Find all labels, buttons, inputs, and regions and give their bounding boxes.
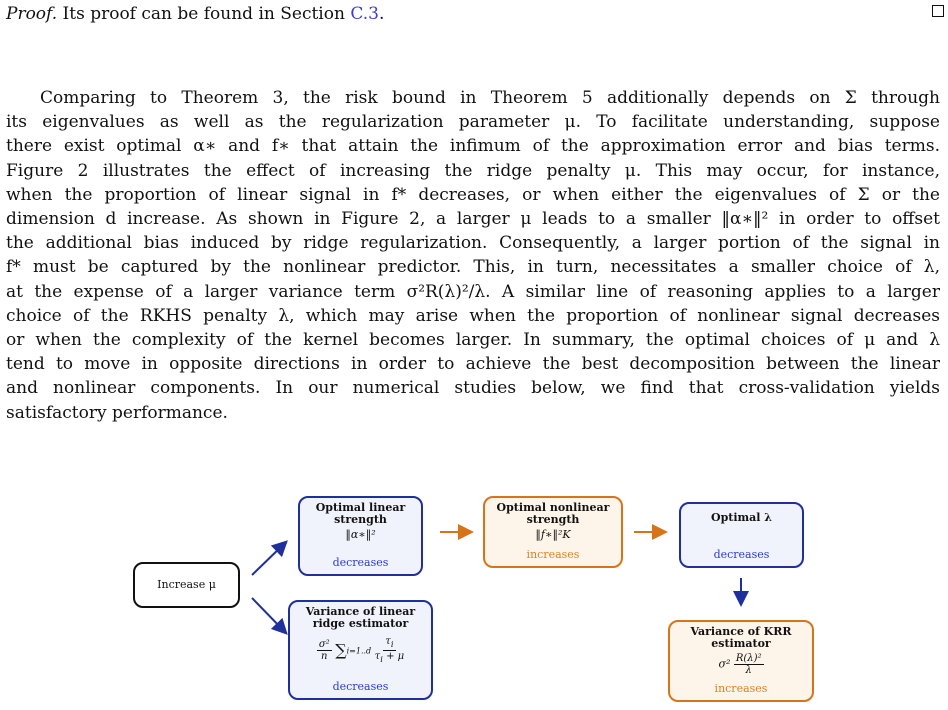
body-paragraph bbox=[6, 86, 940, 425]
variance-krr-node bbox=[668, 620, 814, 702]
paragraph-line: Figure 2 illustrates the effect of increasing the ridge penalty μ. This may occur, for instance, bbox=[6, 160, 940, 181]
paragraph-line: the additional bias induced by ridge regularization. Consequently, a larger portion of the signal in bbox=[6, 233, 940, 254]
linear-strength-expr: ‖α∗‖² bbox=[345, 528, 376, 541]
paragraph-line: satisfactory performance. bbox=[6, 402, 228, 423]
variance-krr-title-2: estimator bbox=[711, 637, 771, 650]
increase-mu-label: Increase μ bbox=[157, 578, 216, 591]
paragraph-line: choice of the RKHS penalty λ, which may arise when the proportion of nonlinear signal decreases bbox=[6, 305, 940, 326]
variance-krr-status: increases bbox=[714, 682, 768, 695]
paragraph-line: at the expense of a larger variance term σ²R(λ)²/λ. A similar line of reasoning applies to a larger bbox=[6, 281, 940, 302]
proof-text: Its proof can be found in Section bbox=[57, 4, 351, 24]
variance-krr-formula: σ² $\frac{\text{R(λ)²}}{\lambda}$ bbox=[718, 653, 762, 676]
linear-strength-title-1: Optimal linear bbox=[315, 501, 406, 514]
nonlinear-strength-node bbox=[483, 496, 623, 568]
proof-line bbox=[6, 2, 942, 26]
paragraph-line: Comparing to Theorem 3, the risk bound in Theorem 5 additionally depends on Σ through bbox=[40, 88, 940, 108]
paragraph-line: its eigenvalues as well as the regularization parameter μ. To facilitate understanding, suppose bbox=[6, 112, 940, 133]
paragraph-line: or when the complexity of the kernel becomes larger. In summary, the optimal choices of μ and λ bbox=[6, 330, 940, 351]
nonlinear-strength-title-2: strength bbox=[526, 513, 580, 526]
variance-linear-node bbox=[288, 600, 433, 700]
optimal-lambda-node bbox=[679, 502, 804, 568]
proof-label: Proof. bbox=[6, 4, 58, 24]
paragraph-line: tend to move in opposite directions in order to achieve the best decomposition between the linear bbox=[6, 354, 940, 375]
linear-strength-node bbox=[298, 496, 423, 576]
nonlinear-strength-status: increases bbox=[526, 548, 580, 561]
linear-strength-title-2: strength bbox=[334, 513, 387, 526]
variance-linear-title-2: ridge estimator bbox=[312, 617, 409, 630]
nonlinear-strength-expr: ‖f∗‖²K bbox=[535, 528, 571, 541]
arrow-up-blue bbox=[252, 543, 285, 575]
section-link[interactable]: C.3 bbox=[350, 4, 379, 24]
paragraph-line: dimension d increase. As shown in Figure 2, a larger μ leads to a smaller ‖α∗‖² in order to offset bbox=[6, 209, 940, 230]
paragraph-line: when the proportion of linear signal in f* decreases, or when either the eigenvalues of Σ or the bbox=[6, 184, 940, 205]
variance-linear-status: decreases bbox=[332, 680, 389, 693]
increase-mu-node bbox=[133, 562, 240, 608]
paragraph-line: and nonlinear components. In our numerical studies below, we find that cross-validation yields bbox=[6, 378, 940, 399]
variance-krr-title-1: Variance of KRR bbox=[690, 625, 792, 638]
optimal-lambda-status: decreases bbox=[713, 548, 770, 561]
paragraph-line: f* must be captured by the nonlinear predictor. This, in turn, necessitates a smaller choice of λ, bbox=[6, 257, 940, 278]
variance-linear-title-1: Variance of linear bbox=[305, 605, 416, 618]
arrow-down-blue bbox=[252, 598, 285, 632]
qed-symbol bbox=[932, 5, 944, 17]
nonlinear-strength-title-1: Optimal nonlinear bbox=[496, 501, 610, 514]
linear-strength-status: decreases bbox=[332, 556, 389, 569]
figure-diagram bbox=[0, 480, 948, 710]
paragraph-line: there exist optimal α∗ and f∗ that attain the infimum of the approximation error and bias terms. bbox=[6, 136, 940, 157]
optimal-lambda-title: Optimal λ bbox=[710, 511, 773, 524]
variance-linear-formula: $\frac{\text{σ²}}{n}$ ∑i=1..d $\frac{\tau_i}{\tau_i + \mu}$ bbox=[318, 636, 405, 664]
proof-period: . bbox=[378, 4, 385, 24]
